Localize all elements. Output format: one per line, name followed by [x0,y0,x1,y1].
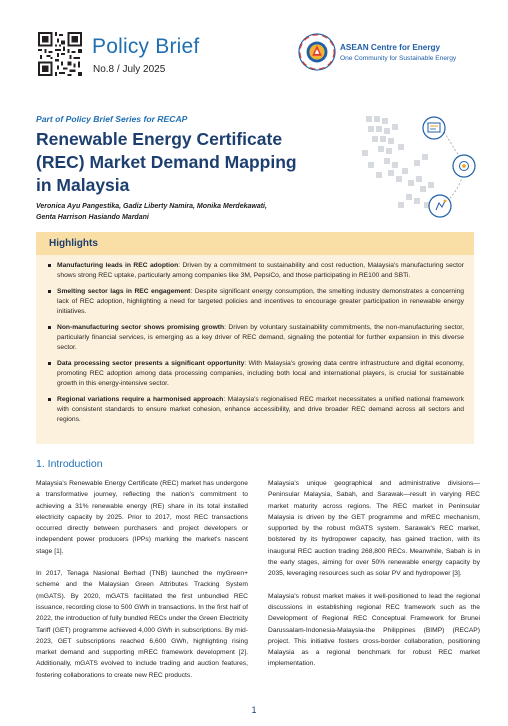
page-number: 1 [251,705,257,715]
paragraph: Malaysia's robust market makes it well-positioned to lead the regional discussions in establishing regional REC framework such as the Development of Regional REC Conceptual Framework for Brunei Darussalam-Indonesia-Malaysia-the Philippines (BIMP) (RECAP) project. This initiative fosters cross-border collaboration, positioning Malaysia as a regional benchmark for robust REC market implementation. [268,592,480,668]
ace-logo-icon [298,33,336,71]
highlights-box [36,232,474,444]
org-tagline: One Community for Sustainable Energy [340,55,457,62]
body-column-right [268,478,480,681]
highlight-lead: Manufacturing leads in REC adoption [57,262,179,269]
bullet-icon [48,398,51,401]
highlight-item [48,359,464,389]
paragraph: Malaysia's unique geographical and administrative divisions—Peninsular Malaysia, Sabah, and Sarawak—result in varying REC market maturity across regions. The REC market in Peninsular Malaysia is driven by the GET programme and mREC mechanism, supported by the robust mGATS system. Sarawak's REC market, bolstered by its hydropower capacity, has gained traction, with its inaugural REC auction trading 268,800 RECs. Meanwhile, Sabah is in the early stages, aiming for over 50% renewable energy capacity by 2035, leveraging resources such as solar PV and hydropower [3]. [268,480,480,578]
highlight-lead: Smelting sector lags in REC engagement [57,288,191,295]
highlight-text: : With Malaysia's growing data centre infrastructure and digital economy, promoting REC adoption among data processing companies, including both local and international players, is crucial for sustainable growth in this energy-intensive sector. [57,360,465,387]
authors [36,201,336,223]
author-line: Genta Harrison Hasiando Mardani [36,214,149,221]
bullet-icon [48,326,51,329]
document-title [36,128,336,197]
dotted-map-illustration [358,106,478,226]
title-line: (REC) Market Demand Mapping [36,152,297,172]
highlight-text: : Driven by a commitment to sustainability and cost reduction, Malaysia's manufacturing sector shows strong REC uptake, particularly among companies like 3M, PepsiCo, and those participating in RE100 and SBTi. [57,262,464,279]
section-heading: 1. Introduction [36,458,103,470]
highlight-item [48,395,464,425]
body-column-left [36,478,248,692]
brief-title: Policy Brief [92,35,200,58]
title-line: Renewable Energy Certificate [36,129,283,149]
bullet-icon [48,362,51,365]
brief-header [0,0,508,90]
highlights-heading: Highlights [36,232,474,255]
highlight-text: : Malaysia's regionalised REC market necessitates a unified national framework with consistent standards to ensure market cohesion, enhance accessibility, and drive broader REC demand across all sectors and regions. [57,396,464,423]
brief-number: No.8 / July 2025 [93,64,166,75]
title-line: in Malaysia [36,175,130,195]
highlight-lead: Regional variations require a harmonised approach [57,396,224,403]
highlight-item [48,323,464,353]
highlight-item [48,261,464,281]
highlight-item [48,287,464,317]
highlights-list [36,255,474,425]
bullet-icon [48,290,51,293]
series-label: Part of Policy Brief Series for RECAP [36,114,188,124]
highlight-text: : Despite significant energy consumption, the smelting industry demonstrates a concerning lack of REC adoption, highlighting a need for targeted policies and incentives to encourage greater participation in renewable energy initiatives. [57,288,465,315]
org-name: ASEAN Centre for Energy [340,43,441,52]
paragraph: Malaysia's Renewable Energy Certificate (REC) market has undergone a transformative journey, reflecting the nation's commitment to achieving a 31% renewable energy (RE) share in its total installed electricity capacity by 2025. Prior to 2017, most REC transactions occurred directly between purchasers and project developers or independent power producers (IPPs) marking the market's nascent stage [1]. [36,480,248,555]
paragraph: In 2017, Tenaga Nasional Berhad (TNB) launched the myGreen+ scheme and the Malaysian Green Attributes Tracking System (mGATS). By 2020, mGATS facilitated the first unbundled REC issuance, recording close to 500 GWh in transactions. In the first half of 2022, the introduction of fully bundled RECs under the Green Electricity Tariff (GET) programme achieved 4,000 GWh in subscriptions. By mid-2023, GET subscriptions reached 6,600 GWh, highlighting rising market demand and supporting mREC framework development [2]. Additionally, mGATS evolved to include trading and auction features, fostering collaborations to create new REC products. [36,570,248,679]
highlight-text: : Driven by voluntary sustainability commitments, the non-manufacturing sector, particularly financial services, is emerging as a key driver of REC demand, signaling the potential for further expansion in this diverse sector. [57,324,464,351]
highlight-lead: Data processing sector presents a significant opportunity [57,360,245,367]
bullet-icon [48,264,51,267]
qr-code-icon[interactable] [38,32,82,76]
author-line: Veronica Ayu Pangestika, Gadiz Liberty Namira, Monika Merdekawati, [36,203,267,210]
highlight-lead: Non-manufacturing sector shows promising growth [57,324,225,331]
